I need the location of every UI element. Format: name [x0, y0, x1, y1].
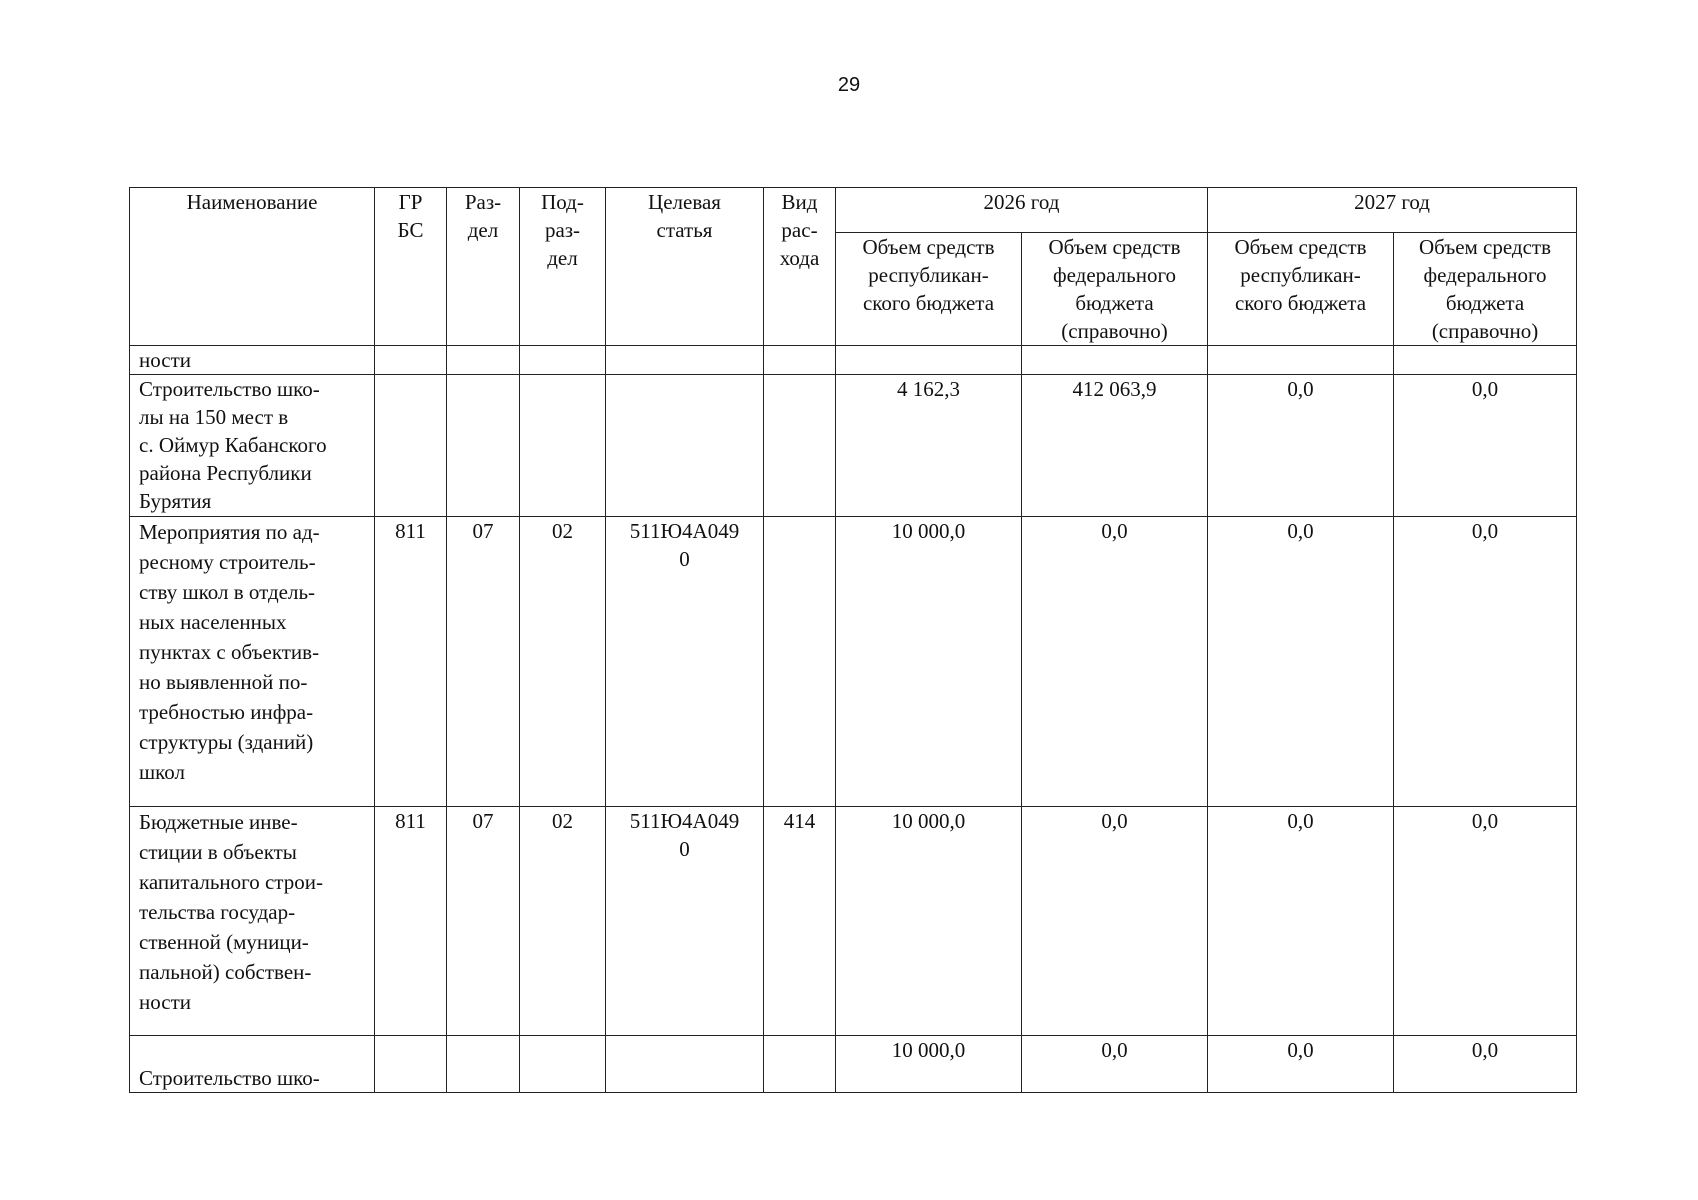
row-fed-2027 [1394, 346, 1577, 375]
row-rep-2027 [1208, 346, 1394, 375]
row-vid [764, 375, 836, 517]
row-razdel [447, 375, 520, 517]
row-target [606, 346, 764, 375]
row-fed-2027: 0,0 [1394, 807, 1577, 1036]
row-rep-2026: 10 000,0 [836, 1036, 1022, 1093]
table-row [130, 517, 1577, 807]
budget-table [129, 187, 1577, 1093]
row-grbs [375, 1036, 447, 1093]
row-grbs: 811 [375, 517, 447, 807]
header-year-2027: 2027 год [1208, 188, 1577, 233]
row-rep-2027: 0,0 [1208, 375, 1394, 517]
table-row [130, 346, 1577, 375]
row-razdel: 07 [447, 807, 520, 1036]
header-vid: Вид рас- хода [764, 188, 836, 346]
row-grbs: 811 [375, 807, 447, 1036]
row-fed-2026: 0,0 [1022, 517, 1208, 807]
row-fed-2026: 0,0 [1022, 1036, 1208, 1093]
row-podrazdel: 02 [520, 807, 606, 1036]
row-rep-2026: 4 162,3 [836, 375, 1022, 517]
row-podrazdel [520, 346, 606, 375]
table-row [130, 375, 1577, 517]
row-name: Мероприятия по ад- ресному строитель- ству школ в отдель- ных населенных пунктах с объектив- но выявленной по- требностью инфра- структуры (зданий) школ [130, 517, 375, 807]
header-podrazdel: Под- раз- дел [520, 188, 606, 346]
row-name: Строительство шко- лы на 150 мест в с. Оймур Кабанского района Республики Бурятия [130, 375, 375, 517]
row-grbs [375, 346, 447, 375]
row-name: ности [130, 346, 375, 375]
row-vid [764, 1036, 836, 1093]
header-fed-budget-2027: Объем средств федерального бюджета (справочно) [1394, 233, 1577, 346]
row-podrazdel [520, 1036, 606, 1093]
header-target: Целевая статья [606, 188, 764, 346]
row-rep-2027: 0,0 [1208, 1036, 1394, 1093]
row-podrazdel [520, 375, 606, 517]
header-row-years [130, 188, 1577, 233]
header-grbs: ГР БС [375, 188, 447, 346]
header-rep-budget-2026: Объем средств республикан- ского бюджета [836, 233, 1022, 346]
row-razdel [447, 346, 520, 375]
row-name: Бюджетные инве- стиции в объекты капитального строи- тельства государ- ственной (муници- пальной) собствен- ности [130, 807, 375, 1036]
header-rep-budget-2027: Объем средств республикан- ского бюджета [1208, 233, 1394, 346]
row-name: Строительство шко- [130, 1036, 375, 1093]
row-razdel: 07 [447, 517, 520, 807]
row-fed-2027: 0,0 [1394, 517, 1577, 807]
row-vid [764, 517, 836, 807]
row-fed-2026: 412 063,9 [1022, 375, 1208, 517]
table-row [130, 1036, 1577, 1093]
header-year-2026: 2026 год [836, 188, 1208, 233]
row-vid: 414 [764, 807, 836, 1036]
header-name: Наименование [130, 188, 375, 346]
row-rep-2027: 0,0 [1208, 807, 1394, 1036]
row-rep-2026: 10 000,0 [836, 807, 1022, 1036]
row-target [606, 1036, 764, 1093]
row-target: 511Ю4А049 0 [606, 517, 764, 807]
row-razdel [447, 1036, 520, 1093]
row-target [606, 375, 764, 517]
row-vid [764, 346, 836, 375]
page-number: 29 [837, 74, 861, 96]
row-grbs [375, 375, 447, 517]
header-fed-budget-2026: Объем средств федерального бюджета (справочно) [1022, 233, 1208, 346]
row-podrazdel: 02 [520, 517, 606, 807]
row-target: 511Ю4А049 0 [606, 807, 764, 1036]
row-fed-2027: 0,0 [1394, 1036, 1577, 1093]
row-fed-2026 [1022, 346, 1208, 375]
row-rep-2026 [836, 346, 1022, 375]
row-fed-2027: 0,0 [1394, 375, 1577, 517]
row-rep-2027: 0,0 [1208, 517, 1394, 807]
header-razdel: Раз- дел [447, 188, 520, 346]
row-fed-2026: 0,0 [1022, 807, 1208, 1036]
row-rep-2026: 10 000,0 [836, 517, 1022, 807]
table-row [130, 807, 1577, 1036]
